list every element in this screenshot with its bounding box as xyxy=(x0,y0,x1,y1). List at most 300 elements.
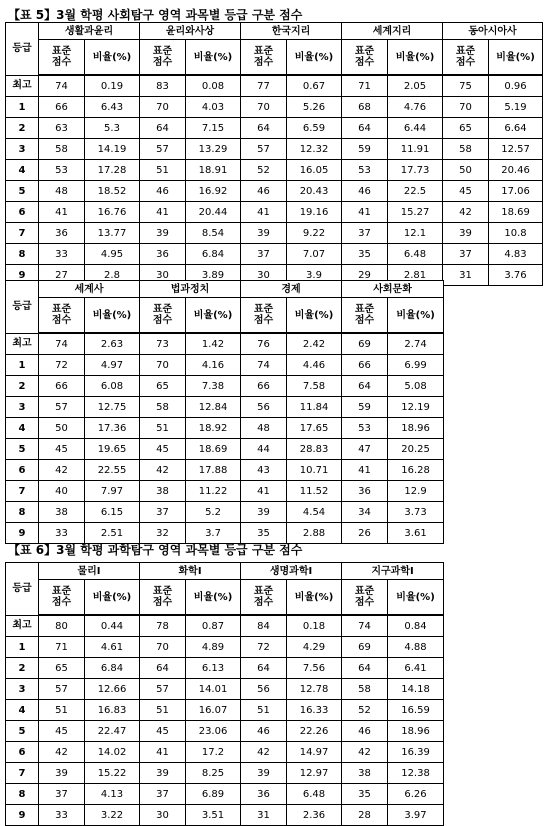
ratio-cell: 15.22 xyxy=(85,763,140,784)
table5a xyxy=(5,22,543,286)
ratio-cell: 17.36 xyxy=(85,418,140,439)
table-row xyxy=(6,244,543,265)
ratio-cell: 4.29 xyxy=(287,637,342,658)
std-score-cell: 39 xyxy=(241,223,287,244)
ratio-cell: 6.84 xyxy=(85,658,140,679)
std-score-header: 표준 점수 xyxy=(342,298,388,334)
ratio-cell: 12.19 xyxy=(388,397,444,418)
std-score-cell: 29 xyxy=(342,265,388,286)
grade-cell: 최고 xyxy=(6,333,39,355)
ratio-cell: 16.05 xyxy=(287,160,342,181)
std-score-cell: 74 xyxy=(39,75,85,97)
std-score-cell: 51 xyxy=(39,700,85,721)
ratio-cell: 3.9 xyxy=(287,265,342,286)
std-score-cell: 50 xyxy=(443,160,489,181)
std-score-cell: 70 xyxy=(241,97,287,118)
std-score-header: 표준 점수 xyxy=(39,298,85,334)
std-score-cell: 48 xyxy=(39,181,85,202)
ratio-cell: 16.33 xyxy=(287,700,342,721)
std-score-cell: 31 xyxy=(443,265,489,286)
std-score-cell: 41 xyxy=(140,202,186,223)
std-score-cell: 59 xyxy=(342,397,388,418)
grade-cell: 1 xyxy=(6,355,39,376)
ratio-cell: 9.22 xyxy=(287,223,342,244)
ratio-cell: 4.54 xyxy=(287,502,342,523)
std-score-cell: 78 xyxy=(140,615,186,637)
grade-cell: 3 xyxy=(6,139,39,160)
subject-header: 경제 xyxy=(241,281,342,298)
ratio-cell: 2.36 xyxy=(287,805,342,826)
ratio-header: 비율(%) xyxy=(85,40,140,76)
table-row xyxy=(6,139,543,160)
std-score-cell: 37 xyxy=(241,244,287,265)
table-row xyxy=(6,97,543,118)
ratio-cell: 5.2 xyxy=(186,502,241,523)
ratio-cell: 3.22 xyxy=(85,805,140,826)
table-row xyxy=(6,202,543,223)
std-score-cell: 53 xyxy=(39,160,85,181)
grade-cell: 4 xyxy=(6,418,39,439)
std-score-cell: 53 xyxy=(342,160,388,181)
grade-cell: 3 xyxy=(6,679,39,700)
ratio-cell: 1.42 xyxy=(186,333,241,355)
ratio-cell: 4.76 xyxy=(388,97,443,118)
ratio-cell: 6.44 xyxy=(388,118,443,139)
ratio-cell: 3.73 xyxy=(388,502,444,523)
ratio-cell: 16.39 xyxy=(388,742,444,763)
table-row xyxy=(6,784,444,805)
table-row xyxy=(6,118,543,139)
std-score-cell: 52 xyxy=(241,160,287,181)
std-score-cell: 36 xyxy=(39,223,85,244)
ratio-cell: 3.97 xyxy=(388,805,444,826)
std-score-cell: 45 xyxy=(39,439,85,460)
std-score-cell: 77 xyxy=(241,75,287,97)
std-score-header: 표준 점수 xyxy=(443,40,489,76)
ratio-cell: 14.97 xyxy=(287,742,342,763)
table-row xyxy=(6,481,444,502)
std-score-cell: 69 xyxy=(342,333,388,355)
grade-cell: 6 xyxy=(6,742,39,763)
grade-cell: 7 xyxy=(6,763,39,784)
ratio-cell: 2.51 xyxy=(85,523,140,544)
std-score-cell: 57 xyxy=(39,679,85,700)
table-row xyxy=(6,376,444,397)
std-score-cell: 51 xyxy=(140,160,186,181)
std-score-cell: 33 xyxy=(39,244,85,265)
ratio-cell: 2.63 xyxy=(85,333,140,355)
ratio-cell: 8.54 xyxy=(186,223,241,244)
table-row xyxy=(6,721,444,742)
std-score-header: 표준 점수 xyxy=(39,580,85,616)
ratio-cell: 0.18 xyxy=(287,615,342,637)
std-score-cell: 35 xyxy=(241,523,287,544)
ratio-cell: 11.22 xyxy=(186,481,241,502)
subject-header: 윤리와사상 xyxy=(140,23,241,40)
std-score-cell: 74 xyxy=(241,355,287,376)
ratio-cell: 12.9 xyxy=(388,481,444,502)
ratio-cell: 16.28 xyxy=(388,460,444,481)
std-score-cell: 59 xyxy=(342,139,388,160)
std-score-cell: 76 xyxy=(241,333,287,355)
std-score-cell: 41 xyxy=(342,202,388,223)
ratio-cell: 17.2 xyxy=(186,742,241,763)
ratio-cell: 16.07 xyxy=(186,700,241,721)
std-score-cell: 70 xyxy=(140,355,186,376)
table6 xyxy=(5,562,444,826)
ratio-cell: 6.41 xyxy=(388,658,444,679)
std-score-cell: 38 xyxy=(140,481,186,502)
std-score-cell: 44 xyxy=(241,439,287,460)
ratio-cell: 6.59 xyxy=(287,118,342,139)
std-score-cell: 41 xyxy=(140,742,186,763)
std-score-header: 표준 점수 xyxy=(39,40,85,76)
std-score-cell: 72 xyxy=(241,637,287,658)
table-row xyxy=(6,700,444,721)
ratio-cell: 16.92 xyxy=(186,181,241,202)
std-score-cell: 52 xyxy=(342,700,388,721)
std-score-cell: 37 xyxy=(140,784,186,805)
std-score-cell: 73 xyxy=(140,333,186,355)
ratio-cell: 6.15 xyxy=(85,502,140,523)
ratio-cell: 12.97 xyxy=(287,763,342,784)
ratio-header: 비율(%) xyxy=(489,40,543,76)
subject-header: 동아시아사 xyxy=(443,23,543,40)
std-score-cell: 70 xyxy=(140,637,186,658)
grade-cell: 1 xyxy=(6,637,39,658)
ratio-cell: 17.65 xyxy=(287,418,342,439)
ratio-cell: 3.7 xyxy=(186,523,241,544)
ratio-cell: 5.3 xyxy=(85,118,140,139)
std-score-cell: 28 xyxy=(342,805,388,826)
ratio-cell: 14.18 xyxy=(388,679,444,700)
ratio-cell: 12.66 xyxy=(85,679,140,700)
std-score-header: 표준 점수 xyxy=(140,580,186,616)
grade-cell: 8 xyxy=(6,784,39,805)
ratio-cell: 10.71 xyxy=(287,460,342,481)
ratio-cell: 22.26 xyxy=(287,721,342,742)
subject-header: 화학Ⅰ xyxy=(140,563,241,580)
std-score-cell: 38 xyxy=(342,763,388,784)
std-score-cell: 64 xyxy=(140,658,186,679)
ratio-cell: 10.8 xyxy=(489,223,543,244)
std-score-cell: 30 xyxy=(140,265,186,286)
table-row xyxy=(6,658,444,679)
std-score-cell: 39 xyxy=(241,763,287,784)
grade-cell: 3 xyxy=(6,397,39,418)
ratio-cell: 6.13 xyxy=(186,658,241,679)
std-score-cell: 45 xyxy=(39,721,85,742)
table-row xyxy=(6,742,444,763)
ratio-cell: 2.8 xyxy=(85,265,140,286)
std-score-cell: 64 xyxy=(140,118,186,139)
std-score-cell: 65 xyxy=(39,658,85,679)
std-score-cell: 39 xyxy=(241,502,287,523)
std-score-cell: 84 xyxy=(241,615,287,637)
std-score-cell: 64 xyxy=(241,118,287,139)
std-score-cell: 39 xyxy=(39,763,85,784)
ratio-cell: 16.83 xyxy=(85,700,140,721)
ratio-cell: 14.01 xyxy=(186,679,241,700)
std-score-header: 표준 점수 xyxy=(140,298,186,334)
ratio-cell: 2.74 xyxy=(388,333,444,355)
subject-header: 세계사 xyxy=(39,281,140,298)
ratio-cell: 2.88 xyxy=(287,523,342,544)
std-score-cell: 41 xyxy=(39,202,85,223)
ratio-cell: 14.02 xyxy=(85,742,140,763)
table6-title: 【표 6】3월 학평 과학탐구 영역 과목별 등급 구분 점수 xyxy=(8,543,303,557)
std-score-cell: 46 xyxy=(241,721,287,742)
std-score-cell: 80 xyxy=(39,615,85,637)
ratio-cell: 0.44 xyxy=(85,615,140,637)
ratio-cell: 12.1 xyxy=(388,223,443,244)
ratio-cell: 3.76 xyxy=(489,265,543,286)
ratio-cell: 4.13 xyxy=(85,784,140,805)
std-score-cell: 41 xyxy=(241,481,287,502)
table-row xyxy=(6,181,543,202)
std-score-cell: 42 xyxy=(443,202,489,223)
table-row xyxy=(6,439,444,460)
std-score-cell: 34 xyxy=(342,502,388,523)
subject-header: 지구과학Ⅰ xyxy=(342,563,444,580)
ratio-header: 비율(%) xyxy=(287,298,342,334)
subject-header: 물리Ⅰ xyxy=(39,563,140,580)
ratio-cell: 6.26 xyxy=(388,784,444,805)
std-score-cell: 58 xyxy=(140,397,186,418)
table-row xyxy=(6,223,543,244)
std-score-cell: 46 xyxy=(140,181,186,202)
ratio-cell: 12.84 xyxy=(186,397,241,418)
std-score-cell: 51 xyxy=(140,418,186,439)
std-score-header: 표준 점수 xyxy=(241,580,287,616)
ratio-cell: 6.89 xyxy=(186,784,241,805)
grade-header: 등급 xyxy=(6,563,39,616)
std-score-cell: 65 xyxy=(443,118,489,139)
table-row xyxy=(6,397,444,418)
std-score-cell: 42 xyxy=(241,742,287,763)
ratio-cell: 17.73 xyxy=(388,160,443,181)
std-score-cell: 64 xyxy=(241,658,287,679)
ratio-cell: 6.48 xyxy=(287,784,342,805)
ratio-cell: 4.97 xyxy=(85,355,140,376)
ratio-cell: 12.78 xyxy=(287,679,342,700)
table-row xyxy=(6,502,444,523)
ratio-cell: 5.26 xyxy=(287,97,342,118)
std-score-cell: 83 xyxy=(140,75,186,97)
table5-title: 【표 5】3월 학평 사회탐구 영역 과목별 등급 구분 점수 xyxy=(8,8,303,22)
ratio-cell: 7.58 xyxy=(287,376,342,397)
ratio-cell: 17.06 xyxy=(489,181,543,202)
std-score-cell: 46 xyxy=(241,181,287,202)
std-score-cell: 42 xyxy=(39,460,85,481)
ratio-cell: 14.19 xyxy=(85,139,140,160)
subject-header: 생명과학Ⅰ xyxy=(241,563,342,580)
std-score-cell: 64 xyxy=(342,376,388,397)
subject-header: 법과정치 xyxy=(140,281,241,298)
std-score-cell: 74 xyxy=(342,615,388,637)
std-score-cell: 64 xyxy=(342,658,388,679)
ratio-cell: 0.96 xyxy=(489,75,543,97)
ratio-cell: 7.07 xyxy=(287,244,342,265)
grade-cell: 6 xyxy=(6,460,39,481)
ratio-cell: 12.57 xyxy=(489,139,543,160)
std-score-cell: 33 xyxy=(39,523,85,544)
ratio-cell: 19.16 xyxy=(287,202,342,223)
ratio-cell: 0.67 xyxy=(287,75,342,97)
std-score-cell: 32 xyxy=(140,523,186,544)
std-score-cell: 39 xyxy=(140,763,186,784)
subject-header: 생활과윤리 xyxy=(39,23,140,40)
ratio-cell: 18.92 xyxy=(186,418,241,439)
std-score-cell: 47 xyxy=(342,439,388,460)
std-score-cell: 57 xyxy=(140,139,186,160)
std-score-cell: 68 xyxy=(342,97,388,118)
std-score-cell: 40 xyxy=(39,481,85,502)
ratio-cell: 28.83 xyxy=(287,439,342,460)
ratio-cell: 18.69 xyxy=(186,439,241,460)
ratio-cell: 15.27 xyxy=(388,202,443,223)
ratio-cell: 5.19 xyxy=(489,97,543,118)
ratio-cell: 7.97 xyxy=(85,481,140,502)
ratio-cell: 6.48 xyxy=(388,244,443,265)
subject-header: 세계지리 xyxy=(342,23,443,40)
std-score-cell: 57 xyxy=(39,397,85,418)
std-score-header: 표준 점수 xyxy=(140,40,186,76)
std-score-cell: 39 xyxy=(443,223,489,244)
ratio-header: 비율(%) xyxy=(287,580,342,616)
std-score-cell: 57 xyxy=(241,139,287,160)
ratio-cell: 6.08 xyxy=(85,376,140,397)
ratio-cell: 5.08 xyxy=(388,376,444,397)
table-row xyxy=(6,763,444,784)
grade-cell: 9 xyxy=(6,265,39,286)
std-score-cell: 37 xyxy=(443,244,489,265)
std-score-cell: 36 xyxy=(241,784,287,805)
std-score-cell: 58 xyxy=(443,139,489,160)
ratio-cell: 3.51 xyxy=(186,805,241,826)
ratio-cell: 6.84 xyxy=(186,244,241,265)
std-score-cell: 42 xyxy=(342,742,388,763)
std-score-cell: 35 xyxy=(342,244,388,265)
ratio-header: 비율(%) xyxy=(85,580,140,616)
std-score-cell: 66 xyxy=(39,376,85,397)
std-score-cell: 30 xyxy=(140,805,186,826)
grade-header: 등급 xyxy=(6,23,39,76)
ratio-cell: 2.81 xyxy=(388,265,443,286)
ratio-cell: 18.91 xyxy=(186,160,241,181)
std-score-cell: 46 xyxy=(342,721,388,742)
ratio-cell: 18.96 xyxy=(388,418,444,439)
table5b xyxy=(5,280,444,544)
std-score-cell: 33 xyxy=(39,805,85,826)
std-score-cell: 41 xyxy=(342,460,388,481)
std-score-cell: 45 xyxy=(140,721,186,742)
std-score-cell: 46 xyxy=(342,181,388,202)
ratio-cell: 7.38 xyxy=(186,376,241,397)
table-row xyxy=(6,333,444,355)
grade-cell: 2 xyxy=(6,658,39,679)
ratio-cell: 0.84 xyxy=(388,615,444,637)
std-score-cell: 27 xyxy=(39,265,85,286)
ratio-cell: 8.25 xyxy=(186,763,241,784)
grade-cell: 최고 xyxy=(6,75,39,97)
std-score-header: 표준 점수 xyxy=(241,40,287,76)
ratio-cell: 11.91 xyxy=(388,139,443,160)
grade-cell: 8 xyxy=(6,502,39,523)
ratio-cell: 22.55 xyxy=(85,460,140,481)
grade-cell: 4 xyxy=(6,700,39,721)
ratio-cell: 0.19 xyxy=(85,75,140,97)
std-score-cell: 74 xyxy=(39,333,85,355)
ratio-cell: 0.08 xyxy=(186,75,241,97)
std-score-cell: 58 xyxy=(342,679,388,700)
ratio-header: 비율(%) xyxy=(85,298,140,334)
ratio-cell: 13.29 xyxy=(186,139,241,160)
std-score-cell: 66 xyxy=(39,97,85,118)
ratio-cell: 18.96 xyxy=(388,721,444,742)
ratio-cell: 22.5 xyxy=(388,181,443,202)
std-score-cell: 41 xyxy=(241,202,287,223)
std-score-cell: 35 xyxy=(342,784,388,805)
ratio-cell: 6.43 xyxy=(85,97,140,118)
ratio-cell: 12.75 xyxy=(85,397,140,418)
grade-cell: 5 xyxy=(6,439,39,460)
ratio-cell: 4.46 xyxy=(287,355,342,376)
ratio-cell: 16.76 xyxy=(85,202,140,223)
std-score-cell: 36 xyxy=(140,244,186,265)
ratio-header: 비율(%) xyxy=(388,298,444,334)
std-score-cell: 37 xyxy=(39,784,85,805)
std-score-header: 표준 점수 xyxy=(342,580,388,616)
grade-cell: 2 xyxy=(6,376,39,397)
ratio-cell: 20.46 xyxy=(489,160,543,181)
ratio-cell: 2.05 xyxy=(388,75,443,97)
ratio-cell: 2.42 xyxy=(287,333,342,355)
ratio-cell: 4.16 xyxy=(186,355,241,376)
ratio-header: 비율(%) xyxy=(186,298,241,334)
std-score-cell: 36 xyxy=(342,481,388,502)
ratio-cell: 12.38 xyxy=(388,763,444,784)
std-score-cell: 51 xyxy=(241,700,287,721)
ratio-cell: 18.52 xyxy=(85,181,140,202)
ratio-cell: 20.25 xyxy=(388,439,444,460)
grade-header: 등급 xyxy=(6,281,39,334)
ratio-header: 비율(%) xyxy=(287,40,342,76)
ratio-cell: 3.89 xyxy=(186,265,241,286)
std-score-header: 표준 점수 xyxy=(342,40,388,76)
ratio-cell: 0.87 xyxy=(186,615,241,637)
ratio-cell: 19.65 xyxy=(85,439,140,460)
std-score-cell: 63 xyxy=(39,118,85,139)
grade-cell: 5 xyxy=(6,721,39,742)
std-score-cell: 69 xyxy=(342,637,388,658)
std-score-cell: 37 xyxy=(342,223,388,244)
std-score-cell: 56 xyxy=(241,397,287,418)
ratio-cell: 7.56 xyxy=(287,658,342,679)
std-score-cell: 26 xyxy=(342,523,388,544)
ratio-cell: 20.43 xyxy=(287,181,342,202)
grade-cell: 1 xyxy=(6,97,39,118)
table-row xyxy=(6,160,543,181)
table-row xyxy=(6,418,444,439)
std-score-cell: 45 xyxy=(140,439,186,460)
std-score-cell: 30 xyxy=(241,265,287,286)
ratio-cell: 4.83 xyxy=(489,244,543,265)
ratio-cell: 11.84 xyxy=(287,397,342,418)
std-score-cell: 37 xyxy=(140,502,186,523)
ratio-cell: 16.59 xyxy=(388,700,444,721)
ratio-header: 비율(%) xyxy=(388,40,443,76)
